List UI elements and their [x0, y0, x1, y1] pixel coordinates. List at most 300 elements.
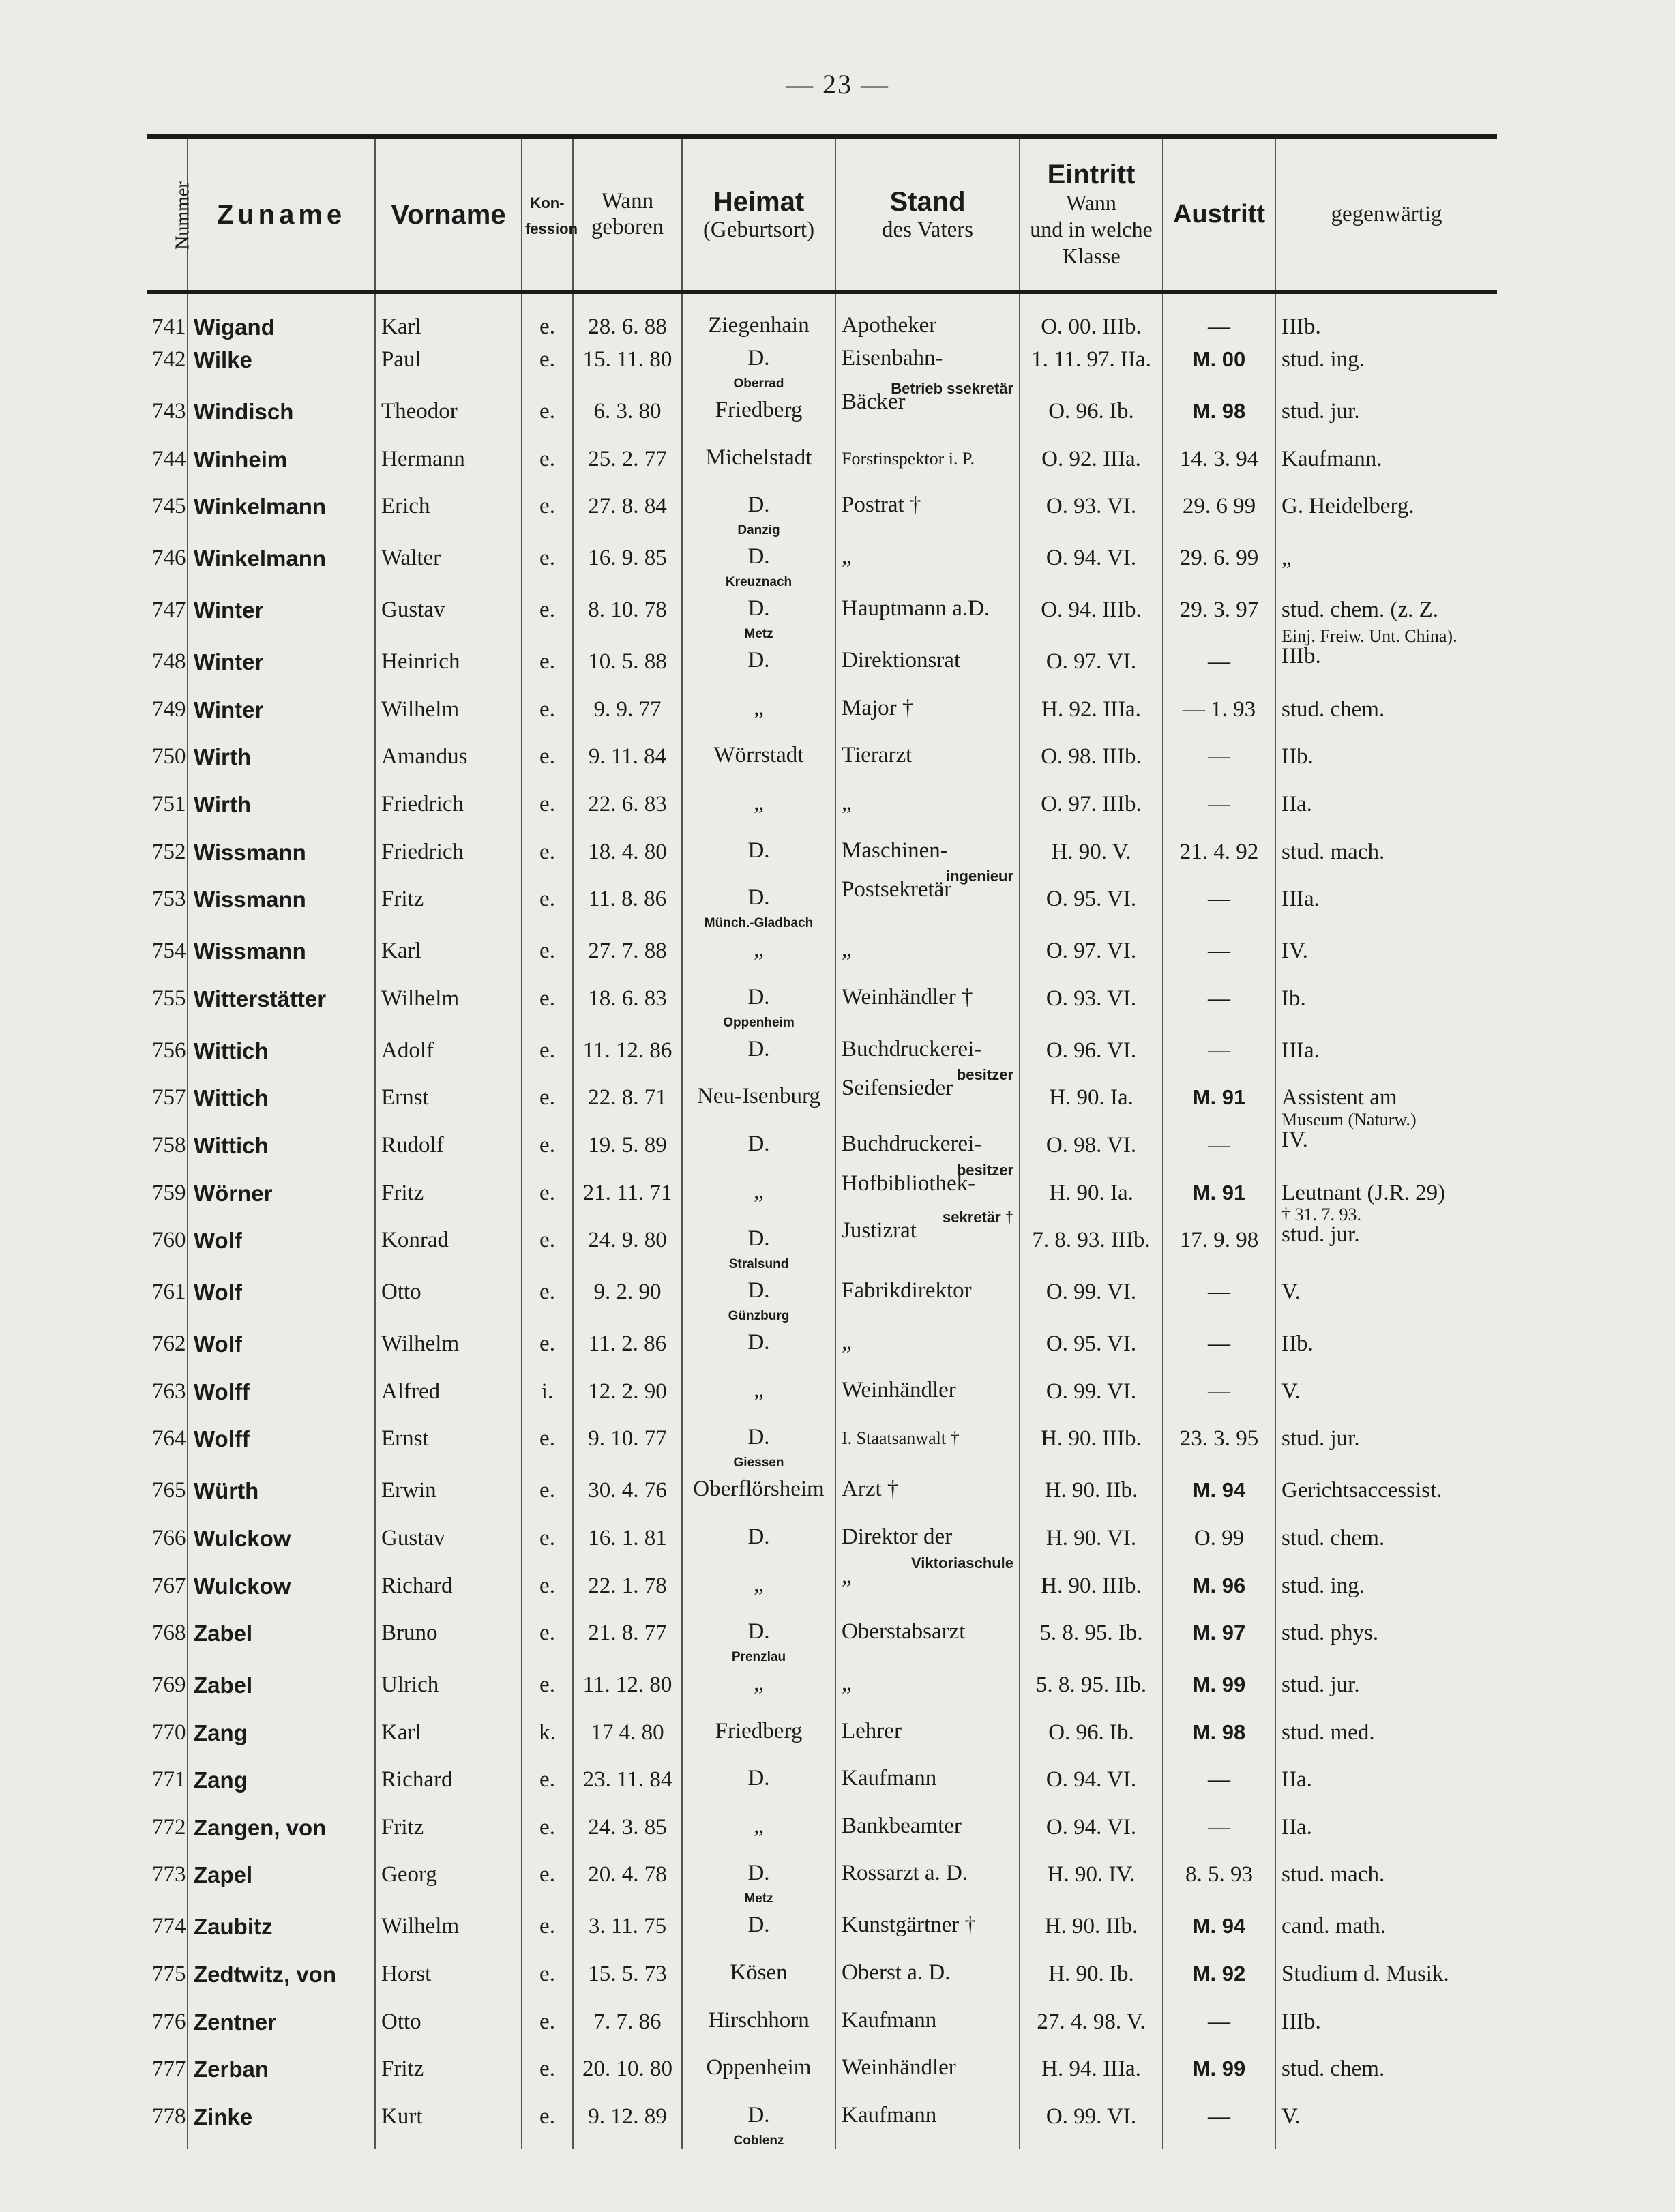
- birth-date: 9. 9. 77: [573, 690, 682, 738]
- birth-date: 8. 10. 78: [573, 591, 682, 643]
- birth-date: 27. 7. 88: [573, 932, 682, 979]
- row-number: 742: [152, 347, 186, 372]
- first-name: Karl: [375, 932, 522, 979]
- hometown: Friedberg: [682, 1713, 835, 1761]
- hometown: Oberflörsheim: [682, 1471, 835, 1519]
- hometown: Hirschhorn: [682, 2003, 835, 2050]
- confession: e.: [522, 1325, 573, 1372]
- hometown: „: [682, 1567, 835, 1614]
- entry: O. 98. VI.: [1020, 1126, 1163, 1174]
- hometown: D. Prenzlau: [682, 1614, 835, 1666]
- birth-date: 19. 5. 89: [573, 1126, 682, 1174]
- entry: H. 90. IIIb.: [1020, 1567, 1163, 1614]
- surname: Wolff: [188, 1372, 375, 1420]
- surname: Zangen, von: [188, 1808, 375, 1856]
- current-status: stud. mach.: [1275, 1855, 1497, 1907]
- exit: —: [1163, 1031, 1275, 1079]
- table-row: [147, 340, 1497, 392]
- table-row: [147, 1907, 1497, 1955]
- current-status: Kaufmann.: [1275, 440, 1497, 488]
- birth-date: 12. 2. 90: [573, 1372, 682, 1420]
- exit: M. 96: [1163, 1567, 1275, 1614]
- table-row: [147, 1126, 1497, 1174]
- table-row: [147, 979, 1497, 1031]
- father-occupation: Weinhändler †: [835, 979, 1020, 1031]
- surname: Winter: [188, 643, 375, 690]
- exit: —: [1163, 880, 1275, 932]
- father-occupation: Kaufmann: [835, 1760, 1020, 1808]
- surname: Windisch: [188, 392, 375, 440]
- exit: —: [1163, 1372, 1275, 1420]
- father-occupation: Lehrer: [835, 1713, 1020, 1761]
- entry: O. 98. IIIb.: [1020, 737, 1163, 785]
- exit: O. 99: [1163, 1519, 1275, 1567]
- surname: Wolf: [188, 1273, 375, 1325]
- table-row: [147, 880, 1497, 932]
- header-vorname: Vorname: [375, 136, 522, 292]
- father-occupation: Oberst a. D.: [835, 1955, 1020, 2003]
- surname: Würth: [188, 1471, 375, 1519]
- hometown: D. Danzig: [682, 487, 835, 539]
- father-occupation: Betrieb ssekretär Bäcker: [835, 392, 1020, 440]
- hometown: D.: [682, 1031, 835, 1079]
- row-number: 755: [152, 986, 186, 1011]
- row-number: 762: [152, 1331, 186, 1357]
- hometown: Oppenheim: [682, 2050, 835, 2097]
- birth-date: 9. 10. 77: [573, 1419, 682, 1471]
- birth-date: 16. 1. 81: [573, 1519, 682, 1567]
- surname: Wigand: [188, 292, 375, 340]
- first-name: Alfred: [375, 1372, 522, 1420]
- birth-date: 23. 11. 84: [573, 1760, 682, 1808]
- father-occupation: besitzer Hofbibliothek-: [835, 1174, 1020, 1222]
- surname: Winheim: [188, 440, 375, 488]
- first-name: Walter: [375, 539, 522, 591]
- father-occupation: Weinhändler: [835, 1372, 1020, 1420]
- birth-date: 22. 1. 78: [573, 1567, 682, 1614]
- first-name: Adolf: [375, 1031, 522, 1079]
- surname: Zedtwitz, von: [188, 1955, 375, 2003]
- table-row: [147, 690, 1497, 738]
- birth-date: 15. 11. 80: [573, 340, 682, 392]
- surname: Wittich: [188, 1031, 375, 1079]
- entry: O. 94. VI.: [1020, 1760, 1163, 1808]
- current-status: cand. math.: [1275, 1907, 1497, 1955]
- hometown: D. Stralsund: [682, 1221, 835, 1273]
- current-status: G. Heidelberg.: [1275, 487, 1497, 539]
- row-number: 775: [152, 1962, 186, 1987]
- first-name: Fritz: [375, 1808, 522, 1856]
- current-status: IIIa.: [1275, 1031, 1497, 1079]
- row-number: 765: [152, 1478, 186, 1503]
- surname: Wittich: [188, 1126, 375, 1174]
- hometown: D.: [682, 1907, 835, 1955]
- current-status: stud. chem.: [1275, 1519, 1497, 1567]
- current-status: V.: [1275, 1273, 1497, 1325]
- hometown: D.: [682, 1519, 835, 1567]
- table-row: [147, 1471, 1497, 1519]
- first-name: Paul: [375, 340, 522, 392]
- row-number: 776: [152, 2009, 186, 2034]
- exit: —: [1163, 1126, 1275, 1174]
- first-name: Amandus: [375, 737, 522, 785]
- current-status: V.: [1275, 1372, 1497, 1420]
- confession: e.: [522, 1519, 573, 1567]
- first-name: Ernst: [375, 1419, 522, 1471]
- birth-date: 20. 10. 80: [573, 2050, 682, 2097]
- exit: —: [1163, 1273, 1275, 1325]
- entry: O. 93. VI.: [1020, 487, 1163, 539]
- father-occupation: „: [835, 539, 1020, 591]
- confession: e.: [522, 487, 573, 539]
- first-name: Gustav: [375, 591, 522, 643]
- table-row: [147, 487, 1497, 539]
- entry: O. 97. VI.: [1020, 643, 1163, 690]
- hometown: D.: [682, 1325, 835, 1372]
- confession: e.: [522, 1221, 573, 1273]
- confession: k.: [522, 1713, 573, 1761]
- confession: e.: [522, 1760, 573, 1808]
- confession: e.: [522, 340, 573, 392]
- first-name: Fritz: [375, 1174, 522, 1222]
- current-status: V.: [1275, 2097, 1497, 2149]
- birth-date: 7. 7. 86: [573, 2003, 682, 2050]
- exit: —: [1163, 737, 1275, 785]
- table-row: [147, 643, 1497, 690]
- current-status: stud. chem.: [1275, 2050, 1497, 2097]
- hometown: D. Oberrad: [682, 340, 835, 392]
- row-number: 743: [152, 399, 186, 424]
- birth-date: 11. 12. 86: [573, 1031, 682, 1079]
- first-name: Erwin: [375, 1471, 522, 1519]
- first-name: Fritz: [375, 2050, 522, 2097]
- row-number: 749: [152, 696, 186, 722]
- exit: 17. 9. 98: [1163, 1221, 1275, 1273]
- confession: e.: [522, 785, 573, 833]
- entry: O. 94. VI.: [1020, 539, 1163, 591]
- entry: H. 90. IV.: [1020, 1855, 1163, 1907]
- hometown: D. Günzburg: [682, 1273, 835, 1325]
- hometown: D. Giessen: [682, 1419, 835, 1471]
- entry: O. 97. VI.: [1020, 932, 1163, 979]
- exit: M. 97: [1163, 1614, 1275, 1666]
- entry: O. 93. VI.: [1020, 979, 1163, 1031]
- table-row: [147, 1372, 1497, 1420]
- entry: O. 92. IIIa.: [1020, 440, 1163, 488]
- surname: Winkelmann: [188, 539, 375, 591]
- entry: 7. 8. 93. IIIb.: [1020, 1221, 1163, 1273]
- exit: —: [1163, 785, 1275, 833]
- confession: e.: [522, 1855, 573, 1907]
- first-name: Theodor: [375, 392, 522, 440]
- entry: H. 90. V.: [1020, 833, 1163, 881]
- exit: —: [1163, 1760, 1275, 1808]
- birth-date: 20. 4. 78: [573, 1855, 682, 1907]
- current-status: IV.: [1275, 932, 1497, 979]
- father-occupation: Rossarzt a. D.: [835, 1855, 1020, 1907]
- birth-date: 24. 9. 80: [573, 1221, 682, 1273]
- table-row: [147, 932, 1497, 979]
- row-number: 754: [152, 939, 186, 964]
- confession: e.: [522, 833, 573, 881]
- row-number: 746: [152, 546, 186, 571]
- exit: M. 98: [1163, 1713, 1275, 1761]
- table-row: [147, 1031, 1497, 1079]
- first-name: Erich: [375, 487, 522, 539]
- birth-date: 10. 5. 88: [573, 643, 682, 690]
- confession: e.: [522, 737, 573, 785]
- father-occupation: Kaufmann: [835, 2003, 1020, 2050]
- confession: e.: [522, 292, 573, 340]
- father-occupation: Arzt †: [835, 1471, 1020, 1519]
- current-status: † 31. 7. 93. stud. jur.: [1275, 1221, 1497, 1273]
- entry: O. 99. VI.: [1020, 1372, 1163, 1420]
- table-row: [147, 2050, 1497, 2097]
- surname: Winter: [188, 591, 375, 643]
- father-occupation: Kunstgärtner †: [835, 1907, 1020, 1955]
- birth-date: 21. 8. 77: [573, 1614, 682, 1666]
- row-number: 769: [152, 1672, 186, 1698]
- hometown: „: [682, 690, 835, 738]
- table-row: [147, 737, 1497, 785]
- surname: Winkelmann: [188, 487, 375, 539]
- surname: Wirth: [188, 737, 375, 785]
- header-nummer: Nummer: [147, 136, 188, 292]
- father-occupation: Apotheker: [835, 292, 1020, 340]
- confession: i.: [522, 1372, 573, 1420]
- father-occupation: Eisenbahn-: [835, 340, 1020, 392]
- first-name: Wilhelm: [375, 1325, 522, 1372]
- exit: —: [1163, 1325, 1275, 1372]
- birth-date: 22. 8. 71: [573, 1078, 682, 1126]
- current-status: Leutnant (J.R. 29): [1275, 1174, 1497, 1222]
- birth-date: 11. 2. 86: [573, 1325, 682, 1372]
- hometown: „: [682, 1666, 835, 1713]
- row-number: 750: [152, 744, 186, 769]
- current-status: stud. jur.: [1275, 1419, 1497, 1471]
- first-name: Karl: [375, 292, 522, 340]
- current-status: IIIa.: [1275, 880, 1497, 932]
- entry: 1. 11. 97. IIa.: [1020, 340, 1163, 392]
- hometown: D.: [682, 643, 835, 690]
- first-name: Konrad: [375, 1221, 522, 1273]
- row-number: 744: [152, 446, 186, 471]
- father-occupation: Bankbeamter: [835, 1808, 1020, 1856]
- surname: Zapel: [188, 1855, 375, 1907]
- table-row: [147, 1519, 1497, 1567]
- surname: Wolf: [188, 1325, 375, 1372]
- current-status: stud. chem.: [1275, 690, 1497, 738]
- entry: 5. 8. 95. Ib.: [1020, 1614, 1163, 1666]
- exit: 29. 6 99: [1163, 487, 1275, 539]
- exit: 21. 4. 92: [1163, 833, 1275, 881]
- first-name: Hermann: [375, 440, 522, 488]
- exit: M. 94: [1163, 1907, 1275, 1955]
- confession: e.: [522, 1567, 573, 1614]
- hometown: D. Oppenheim: [682, 979, 835, 1031]
- birth-date: 11. 8. 86: [573, 880, 682, 932]
- surname: Wolf: [188, 1221, 375, 1273]
- father-occupation: sekretär † Justizrat: [835, 1221, 1020, 1273]
- surname: Zang: [188, 1713, 375, 1761]
- hometown: D. Coblenz: [682, 2097, 835, 2149]
- father-occupation: „: [835, 932, 1020, 979]
- father-occupation: Postrat †: [835, 487, 1020, 539]
- exit: 29. 3. 97: [1163, 591, 1275, 643]
- first-name: Ernst: [375, 1078, 522, 1126]
- table-row: [147, 833, 1497, 881]
- surname: Zabel: [188, 1614, 375, 1666]
- hometown: Ziegenhain: [682, 292, 835, 340]
- father-occupation: ingenieur Postsekretär: [835, 880, 1020, 932]
- entry: H. 90. IIb.: [1020, 1907, 1163, 1955]
- row-number: 748: [152, 649, 186, 675]
- table-row: [147, 785, 1497, 833]
- row-number: 773: [152, 1862, 186, 1887]
- confession: e.: [522, 2050, 573, 2097]
- exit: M. 00: [1163, 340, 1275, 392]
- confession: e.: [522, 1126, 573, 1174]
- current-status: stud. chem. (z. Z.: [1275, 591, 1497, 643]
- surname: Wörner: [188, 1174, 375, 1222]
- table-row: [147, 1273, 1497, 1325]
- hometown: Wörrstadt: [682, 737, 835, 785]
- table-row: [147, 2003, 1497, 2050]
- current-status: Assistent am: [1275, 1078, 1497, 1126]
- father-occupation: besitzer Seifensieder: [835, 1078, 1020, 1126]
- current-status: stud. jur.: [1275, 1666, 1497, 1713]
- father-occupation: Viktoriaschule „: [835, 1567, 1020, 1614]
- confession: e.: [522, 979, 573, 1031]
- current-status: Ib.: [1275, 979, 1497, 1031]
- surname: Wolff: [188, 1419, 375, 1471]
- father-occupation: I. Staatsanwalt †: [835, 1419, 1020, 1471]
- table-row: [147, 1221, 1497, 1273]
- row-number: 766: [152, 1525, 186, 1550]
- current-status: IIIb.: [1275, 292, 1497, 340]
- exit: —: [1163, 2003, 1275, 2050]
- row-number: 764: [152, 1426, 186, 1451]
- exit: —: [1163, 643, 1275, 690]
- first-name: Gustav: [375, 1519, 522, 1567]
- confession: e.: [522, 1031, 573, 1079]
- entry: O. 97. IIIb.: [1020, 785, 1163, 833]
- confession: e.: [522, 1666, 573, 1713]
- birth-date: 30. 4. 76: [573, 1471, 682, 1519]
- entry: H. 90. VI.: [1020, 1519, 1163, 1567]
- header-row: [147, 136, 1497, 292]
- birth-date: 9. 2. 90: [573, 1273, 682, 1325]
- entry: H. 94. IIIa.: [1020, 2050, 1163, 2097]
- hometown: Friedberg: [682, 392, 835, 440]
- exit: —: [1163, 932, 1275, 979]
- first-name: Bruno: [375, 1614, 522, 1666]
- confession: e.: [522, 932, 573, 979]
- birth-date: 9. 12. 89: [573, 2097, 682, 2149]
- table-row: [147, 392, 1497, 440]
- first-name: Friedrich: [375, 785, 522, 833]
- entry: H. 90. Ib.: [1020, 1955, 1163, 2003]
- confession: e.: [522, 1471, 573, 1519]
- confession: e.: [522, 591, 573, 643]
- surname: Zerban: [188, 2050, 375, 2097]
- exit: M. 91: [1163, 1174, 1275, 1222]
- row-number: 763: [152, 1378, 186, 1404]
- current-status: IIa.: [1275, 1760, 1497, 1808]
- entry: H. 90. Ia.: [1020, 1078, 1163, 1126]
- surname: Wittich: [188, 1078, 375, 1126]
- current-status: Einj. Freiw. Unt. China). IIIb.: [1275, 643, 1497, 690]
- first-name: Kurt: [375, 2097, 522, 2149]
- table-row: [147, 2097, 1497, 2149]
- surname: Zang: [188, 1760, 375, 1808]
- row-number: 741: [152, 314, 186, 339]
- current-status: stud. ing.: [1275, 1567, 1497, 1614]
- father-occupation: Forstinspektor i. P.: [835, 440, 1020, 488]
- hometown: „: [682, 1372, 835, 1420]
- table-row: [147, 539, 1497, 591]
- hometown: D. Metz: [682, 591, 835, 643]
- header-eintritt: Eintritt Wann und in welche Klasse: [1020, 136, 1163, 292]
- father-occupation: Tierarzt: [835, 737, 1020, 785]
- row-number: 756: [152, 1037, 186, 1063]
- birth-date: 17 4. 80: [573, 1713, 682, 1761]
- confession: e.: [522, 1907, 573, 1955]
- confession: e.: [522, 392, 573, 440]
- father-occupation: Oberstabsarzt: [835, 1614, 1020, 1666]
- exit: 29. 6. 99: [1163, 539, 1275, 591]
- header-konfession: Kon- fession: [522, 136, 573, 292]
- row-number: 772: [152, 1814, 186, 1840]
- hometown: „: [682, 932, 835, 979]
- current-status: IIb.: [1275, 737, 1497, 785]
- entry: O. 96. Ib.: [1020, 392, 1163, 440]
- current-status: stud. med.: [1275, 1713, 1497, 1761]
- birth-date: 22. 6. 83: [573, 785, 682, 833]
- first-name: Horst: [375, 1955, 522, 2003]
- entry: O. 95. VI.: [1020, 1325, 1163, 1372]
- birth-date: 9. 11. 84: [573, 737, 682, 785]
- birth-date: 6. 3. 80: [573, 392, 682, 440]
- first-name: Wilhelm: [375, 690, 522, 738]
- confession: e.: [522, 1955, 573, 2003]
- birth-date: 18. 6. 83: [573, 979, 682, 1031]
- current-status: stud. mach.: [1275, 833, 1497, 881]
- entry: O. 00. IIIb.: [1020, 292, 1163, 340]
- table-row: [147, 1419, 1497, 1471]
- entry: H. 90. IIIb.: [1020, 1419, 1163, 1471]
- entry: H. 92. IIIa.: [1020, 690, 1163, 738]
- surname: Wilke: [188, 340, 375, 392]
- father-occupation: „: [835, 1325, 1020, 1372]
- row-number: 759: [152, 1180, 186, 1205]
- hometown: D. Münch.-Gladbach: [682, 880, 835, 932]
- exit: M. 98: [1163, 392, 1275, 440]
- table-row: [147, 1614, 1497, 1666]
- surname: Zinke: [188, 2097, 375, 2149]
- current-status: stud. phys.: [1275, 1614, 1497, 1666]
- row-number: 757: [152, 1085, 186, 1110]
- surname: Zentner: [188, 2003, 375, 2050]
- exit: M. 99: [1163, 2050, 1275, 2097]
- entry: O. 94. VI.: [1020, 1808, 1163, 1856]
- current-status: Studium d. Musik.: [1275, 1955, 1497, 2003]
- hometown: „: [682, 1808, 835, 1856]
- current-status: Museum (Naturw.) IV.: [1275, 1126, 1497, 1174]
- surname: Wissmann: [188, 833, 375, 881]
- father-occupation: Kaufmann: [835, 2097, 1020, 2149]
- birth-date: 24. 3. 85: [573, 1808, 682, 1856]
